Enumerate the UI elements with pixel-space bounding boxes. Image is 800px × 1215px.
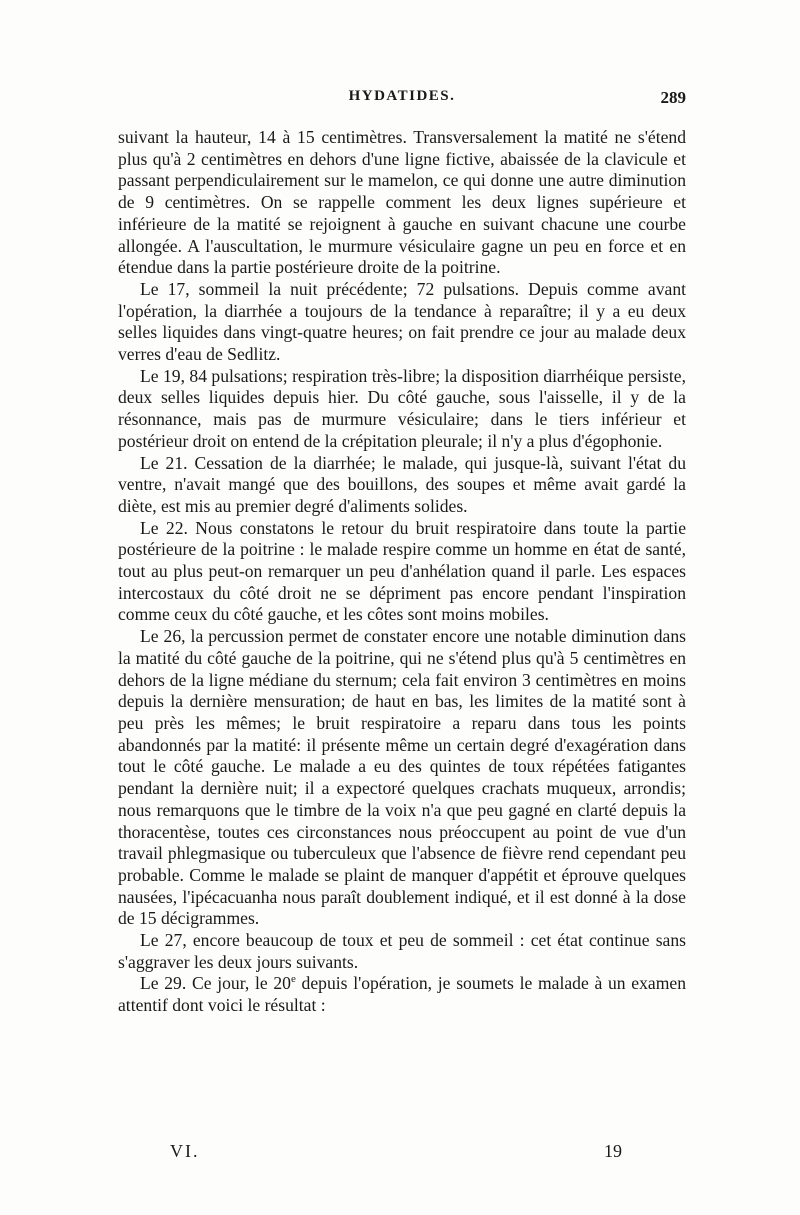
paragraph-le-17: Le 17, sommeil la nuit précédente; 72 pulsations. Depuis comme avant l'opération, la diarrhée a toujours de la tendance à reparaître; il y a eu deux selles liquides dans vingt-quatre heures; on fait prendre ce jour au malade deux verres d'eau de Sedlitz. [118,278,686,365]
paragraph-continued: suivant la hauteur, 14 à 15 centimètres. Transversalement la matité ne s'étend plus qu'à 2 centimètres en dehors d'une ligne fictive, abaissée de la clavicule et passant perpendiculairement sur le mamelon, ce qui donne une autre diminution de 9 centimètres. On se rappelle comment les deux lignes supérieure et inférieure de la matité se rejoignent à gauche en suivant chacune une courbe allongée. A l'auscultation, le murmure vésiculaire gagne un peu en force et en étendue dans la partie postérieure droite de la poitrine. [118,127,686,278]
ordinal-superscript: e [290,973,296,986]
paragraph-le-29-end: depuis l'opération, je soumets le malade à un examen attentif dont voici le résultat : [118,973,686,1016]
paragraph-le-21: Le 21. Cessation de la diarrhée; le malade, qui jusque-là, suivant l'état du ventre, n'avait mangé que des bouillons, des soupes et même avait gardé la diète, est mis au premier degré d'aliments solides. [118,452,686,516]
body-text [118,127,686,1017]
paragraph-le-19: Le 19, 84 pulsations; respiration très-libre; la disposition diarrhéique persiste, deux selles liquides depuis hier. Du côté gauche, sous l'aisselle, il y de la résonnance, mais pas de murmure vésiculaire; dans le tiers inférieur et postérieur droit on entend de la crépitation pleurale; il n'y a plus d'égophonie. [118,365,686,451]
sheet-number: 19 [604,1141,622,1161]
paragraph-le-27: Le 27, encore beaucoup de toux et peu de sommeil : cet état continue sans s'aggraver les deux jours suivants. [118,930,686,972]
page-footer [118,1141,686,1165]
paragraph-le-29-start: Le 29. Ce jour, le 20 [140,973,291,994]
paragraph-le-22: Le 22. Nous constatons le retour du bruit respiratoire dans toute la partie postérieure de la poitrine : le malade respire comme un homme en état de santé, tout au plus peut-on remarquer un peu d'anhélation quand il parle. Les espaces intercostaux du côté droit ne se dépriment pas encore pendant l'inspiration comme ceux du côté gauche, et les côtes sont moins mobiles. [118,517,686,625]
running-head [118,88,686,112]
running-title: HYDATIDES. [348,88,456,104]
page-number: 289 [660,88,686,107]
paragraph-le-26: Le 26, la percussion permet de constater encore une notable diminution dans la matité du côté gauche de la poitrine, qui ne s'étend plus qu'à 5 centimètres en dehors de la ligne médiane du sternum; cela fait environ 3 centimètres en moins depuis la dernière mensuration; de haut en bas, les limites de la matité sont à peu près les mêmes; le bruit respiratoire a reparu dans tous les points abandonnés par la matité: il présente même un certain degré d'exagération dans tout le côté gauche. Le malade a eu des quintes de toux répétées fatigantes pendant la dernière nuit; il a expectoré quelques crachats muqueux, arrondis; nous remarquons que le timbre de la voix n'a que peu gagné en clarté depuis la thoracentèse, toutes ces circonstances nous préoccupent au point de vue d'un travail phlegmasique ou tuberculeux que l'absence de fièvre rend cependant peu probable. Comme le malade se plaint de manquer d'appétit et éprouve quelques nausées, l'ipécacuanha nous paraît doublement indiqué, et il est donné à la dose de 15 décigrammes. [118,626,686,929]
paragraph-le-29 [118,973,686,1016]
signature-mark: VI. [170,1141,200,1161]
